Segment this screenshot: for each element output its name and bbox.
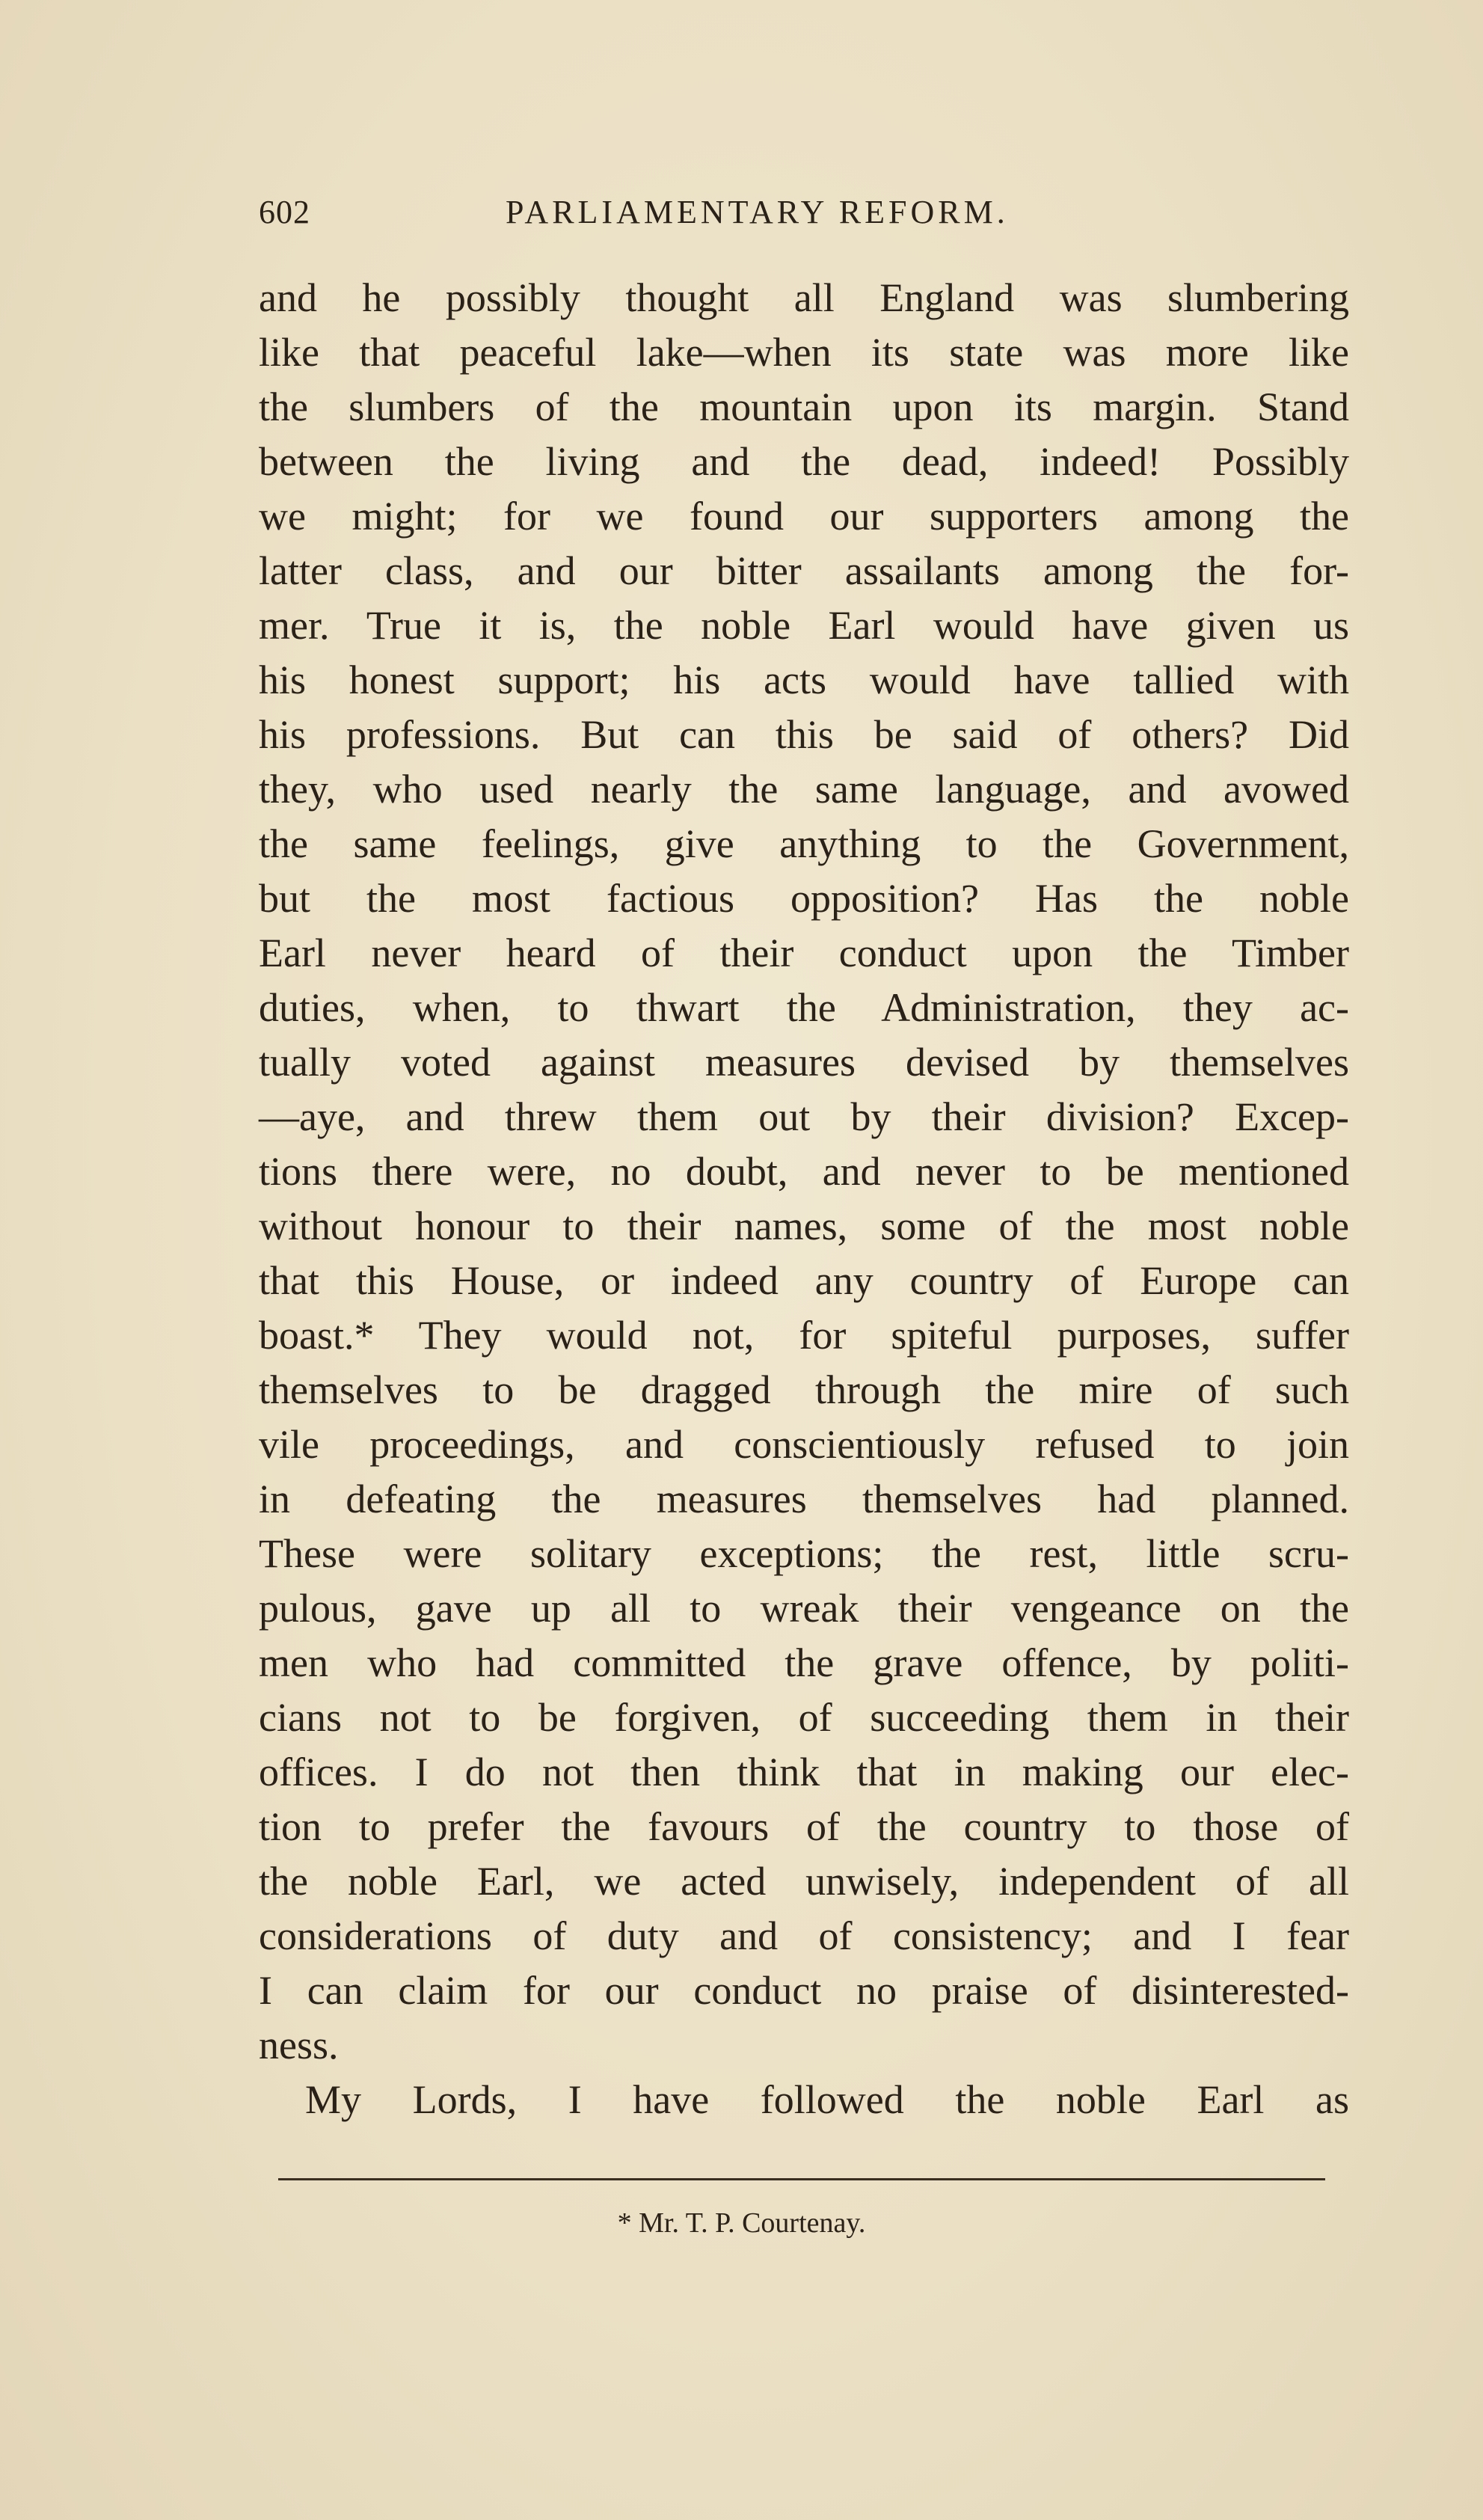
footnote: * Mr. T. P. Courtenay. <box>617 2207 866 2239</box>
running-title: PARLIAMENTARY REFORM. <box>506 194 1009 230</box>
text-line: the noble Earl, we acted unwisely, independent of all <box>259 1859 1349 1904</box>
text-line: duties, when, to thwart the Administration, they ac- <box>259 985 1349 1030</box>
text-line: cians not to be forgiven, of succeeding them in their <box>259 1695 1349 1740</box>
text-line: offices. I do not then think that in making our elec- <box>259 1750 1349 1794</box>
text-line: his honest support; his acts would have tallied with <box>259 657 1349 702</box>
text-line: the same feelings, give anything to the Government, <box>259 821 1349 866</box>
text-line: but the most factious opposition? Has the noble <box>259 876 1349 921</box>
text-line: ness. <box>259 2023 339 2067</box>
text-line: his professions. But can this be said of others? Did <box>259 712 1349 757</box>
text-line: My Lords, I have followed the noble Earl as <box>305 2077 1349 2122</box>
text-line: we might; for we found our supporters among the <box>259 494 1349 539</box>
text-line: pulous, gave up all to wreak their vengeance on the <box>259 1586 1349 1631</box>
text-line: that this House, or indeed any country of Europe can <box>259 1258 1349 1303</box>
text-line: tion to prefer the favours of the country to those of <box>259 1804 1349 1849</box>
text-line: in defeating the measures themselves had planned. <box>259 1477 1349 1521</box>
text-line: and he possibly thought all England was slumbering <box>259 275 1349 320</box>
text-line: —aye, and threw them out by their division? Excep- <box>259 1094 1349 1139</box>
text-line: they, who used nearly the same language, and avowed <box>259 767 1349 812</box>
text-line: considerations of duty and of consistency; and I fear <box>259 1913 1349 1958</box>
text-line: Earl never heard of their conduct upon the Timber <box>259 931 1349 975</box>
text-line: men who had committed the grave offence, by politi- <box>259 1640 1349 1685</box>
text-line: tions there were, no doubt, and never to be mentioned <box>259 1149 1349 1194</box>
text-line: tually voted against measures devised by themselves <box>259 1040 1349 1085</box>
text-line: without honour to their names, some of the most noble <box>259 1204 1349 1248</box>
text-line: mer. True it is, the noble Earl would have given us <box>259 603 1349 648</box>
text-line: like that peaceful lake—when its state was more like <box>259 330 1349 375</box>
text-line: latter class, and our bitter assailants among the for- <box>259 548 1349 593</box>
text-line: vile proceedings, and conscientiously refused to join <box>259 1422 1349 1467</box>
page-header <box>259 193 1351 238</box>
footnote-rule <box>278 2178 1325 2180</box>
body-text <box>259 271 1349 2127</box>
text-line: These were solitary exceptions; the rest, little scru- <box>259 1531 1349 1576</box>
text-line: between the living and the dead, indeed! Possibly <box>259 439 1349 484</box>
text-line: I can claim for our conduct no praise of disinterested- <box>259 1968 1349 2013</box>
page-number: 602 <box>259 194 310 230</box>
text-line: themselves to be dragged through the mire of such <box>259 1367 1349 1412</box>
text-line: the slumbers of the mountain upon its margin. Stand <box>259 384 1349 429</box>
text-line: boast.* They would not, for spiteful purposes, suffer <box>259 1313 1349 1358</box>
